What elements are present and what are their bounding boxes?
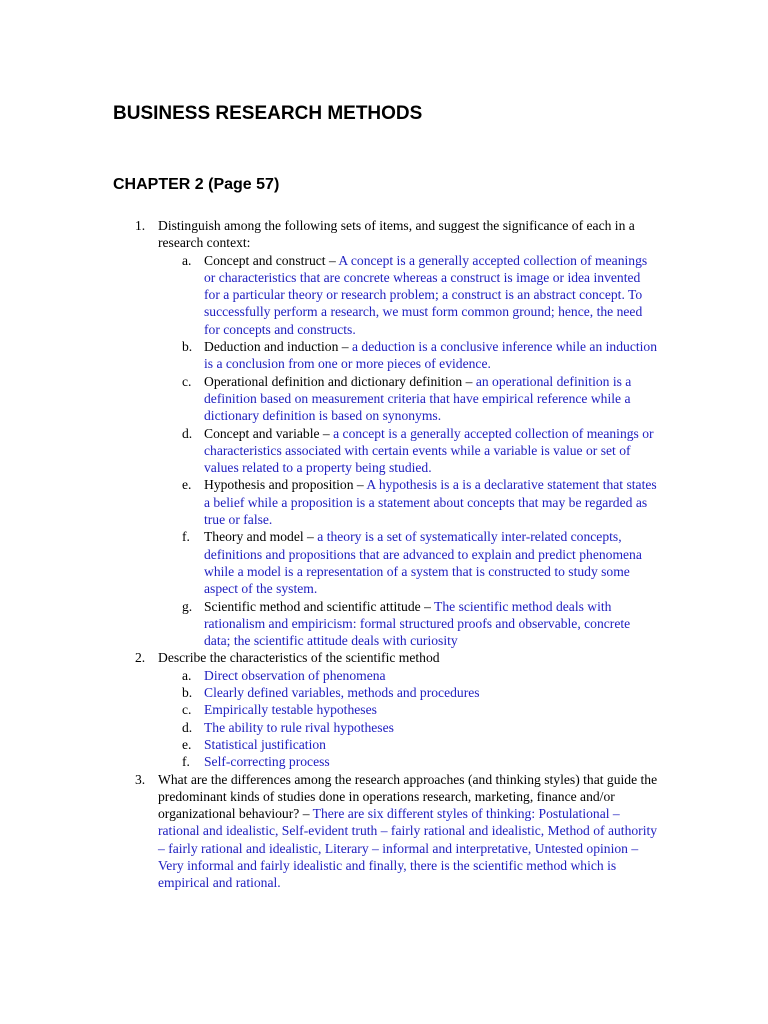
sub-item-letter: a. (182, 252, 192, 268)
sub-item-label: Hypothesis and proposition – (204, 477, 367, 493)
sub-item-letter: f. (182, 529, 190, 545)
sub-item-1d (113, 425, 658, 477)
question-text: Distinguish among the following sets of items, and suggest the significance of each in a research context: (158, 218, 635, 251)
sub-item-answer: Self-correcting process (204, 754, 330, 770)
question-number: 3. (135, 771, 146, 787)
document-title: BUSINESS RESEARCH METHODS (113, 103, 423, 124)
sub-item-1f (113, 528, 658, 597)
sub-item-letter: c. (182, 702, 192, 718)
sub-item-2b (113, 684, 658, 701)
sub-item-1c (113, 373, 658, 425)
sub-item-1e (113, 476, 658, 528)
sub-item-answer: a concept is a generally accepted collection of meanings or characteristics associated with certain events while a variable is value or set of values related to a property being studied. (204, 425, 654, 476)
question-text: Describe the characteristics of the scientific method (158, 650, 440, 666)
sub-item-letter: c. (182, 373, 192, 389)
question-answer: There are six different styles of thinking: Postulational – rational and idealistic, Self-evident truth – fairly rational and idealistic, Method of authority – fairly rational and idealistic, Literary – informal and interpretative, Untested opinion – Very informal and fairly idealistic and finally, there is the scientific method which is empirical and rational. (158, 806, 658, 891)
sub-item-answer: an operational definition is a definition based on measurement criteria that have empirical reference while a dictionary definition is based on synonyms. (204, 373, 632, 424)
sub-item-answer: A hypothesis is a is a declarative statement that states a belief while a proposition is a statement about concepts that may be regarded as true or false. (204, 477, 657, 528)
sub-item-letter: a. (182, 667, 192, 683)
chapter-heading: CHAPTER 2 (Page 57) (113, 176, 280, 193)
sub-item-answer: Clearly defined variables, methods and procedures (204, 685, 480, 701)
sub-item-label: Theory and model – (204, 529, 318, 545)
question-number: 2. (135, 650, 146, 666)
sub-item-letter: g. (182, 598, 193, 614)
sub-item-2d (113, 719, 658, 736)
sub-item-2c (113, 701, 658, 718)
question-2 (113, 649, 658, 666)
sub-item-1a (113, 252, 658, 338)
sub-item-label: Operational definition and dictionary definition – (204, 373, 476, 389)
question-list (113, 217, 658, 892)
question-number: 1. (135, 218, 146, 233)
sub-item-letter: b. (182, 339, 193, 355)
sub-item-letter: b. (182, 685, 193, 701)
sub-item-answer: a theory is a set of systematically inter-related concepts, definitions and propositions that are advanced to explain and predict phenomena while a model is a representation of a system that is constructed to study some aspect of the system. (204, 529, 642, 597)
sub-item-letter: e. (182, 477, 192, 493)
question-1 (113, 217, 658, 252)
sub-item-label: Deduction and induction – (204, 339, 352, 355)
sub-item-1b (113, 338, 658, 373)
sub-item-label: Scientific method and scientific attitude – (204, 598, 435, 614)
sub-item-answer: A concept is a generally accepted collection of meanings or characteristics that are concrete whereas a construct is image or idea invented for a particular theory or research problem; a construct is an abstract concept. To successfully perform a research, we must form common ground; hence, the need for concepts and constructs. (204, 252, 648, 337)
sub-item-2a (113, 667, 658, 684)
sub-item-answer: The ability to rule rival hypotheses (204, 719, 394, 735)
sub-item-letter: f. (182, 754, 190, 770)
sub-item-label: Concept and variable – (204, 425, 334, 441)
sub-item-answer: Statistical justification (204, 736, 326, 752)
sub-item-2e (113, 736, 658, 753)
sub-item-answer: Direct observation of phenomena (204, 667, 386, 683)
sub-item-answer: a deduction is a conclusive inference while an induction is a conclusion from one or more pieces of evidence. (204, 339, 657, 372)
question-text: What are the differences among the research approaches (and thinking styles) that guide the predominant kinds of studies done in operations research, marketing, finance and/or organizational behaviour? – (158, 771, 658, 822)
sub-item-2f (113, 753, 658, 770)
sub-item-letter: e. (182, 736, 192, 752)
question-3 (113, 771, 658, 892)
sub-item-answer: The scientific method deals with rationalism and empiricism: formal structured proofs and observable, concrete data; the scientific attitude deals with curiosity (204, 598, 631, 649)
sub-item-1g (113, 598, 658, 650)
sub-item-letter: d. (182, 719, 193, 735)
sub-item-letter: d. (182, 425, 193, 441)
sub-item-answer: Empirically testable hypotheses (204, 702, 377, 718)
sub-item-label: Concept and construct – (204, 252, 339, 268)
